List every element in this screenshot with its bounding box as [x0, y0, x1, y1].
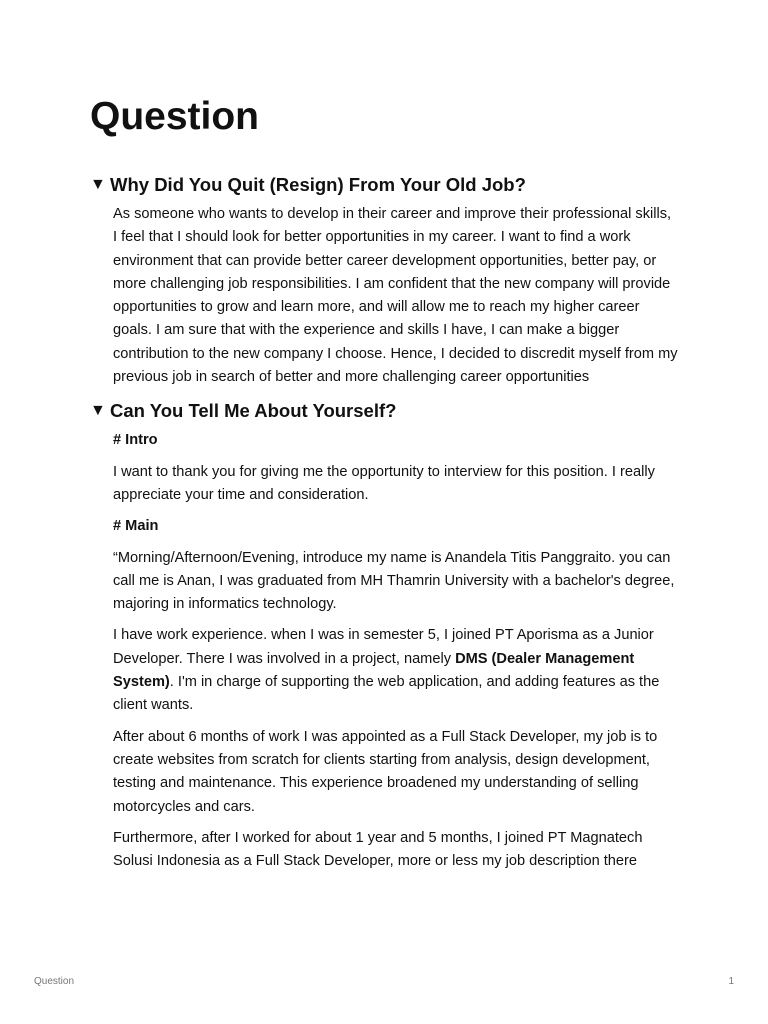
footer-document-title: Question — [34, 976, 75, 987]
footer-page-number: 1 — [728, 976, 734, 987]
subheading-label: Main — [125, 518, 159, 535]
paragraph-main-2 — [113, 624, 679, 717]
text-span: I have work experience. when I was in semester 5, I joined PT Aporisma as a Junior Developer. There I was involved in a project, namely — [113, 627, 654, 667]
text-span: . I'm in charge of supporting the web application, and adding features as the client wants. — [113, 674, 660, 714]
bold-text-dms: DMS (Dealer Management System) — [113, 650, 635, 691]
paragraph: As someone who wants to develop in their career and improve their professional skills, I feel that I should look for better opportunities in my career. I want to find a work environment that can provide better career development opportunities, better pay, or more challenging job responsibilities. I am confident that the new company will provide opportunities to grow and learn more, and will allow me to reach my higher career goals. I am sure that with the experience and skills I have, I can make a bigger contribution to the new company I choose. Hence, I decided to discredit myself from my previous job in search of better and more challenging career opportunities — [113, 206, 678, 386]
hash-prefix: # — [113, 432, 126, 449]
subheading-main — [113, 515, 679, 538]
toggle-content-quit-reason — [90, 203, 679, 389]
document-page — [90, 94, 690, 881]
toggle-block-about-yourself — [90, 399, 690, 873]
paragraph-main-1: “Morning/Afternoon/Evening, introduce my name is Anandela Titis Panggraito. you can call me is Anan, I was graduated from MH Thamrin University with a bachelor's degree, majoring in informatics technology. — [113, 549, 675, 613]
toggle-header-about-yourself[interactable] — [90, 399, 690, 423]
toggle-header-quit-reason[interactable] — [90, 173, 690, 197]
paragraph-main-4: Furthermore, after I worked for about 1 year and 5 months, I joined PT Magnatech Solusi Indonesia as a Full Stack Developer, more or less my job description there — [113, 829, 643, 870]
paragraph-intro: I want to thank you for giving me the opportunity to interview for this position. I really appreciate your time and consideration. — [113, 463, 655, 503]
paragraph-main-3: After about 6 months of work I was appointed as a Full Stack Developer, my job is to create websites from scratch for clients starting from analysis, design development, testing and maintenance. This experience broadened my understanding of selling motorcycles and cars. — [113, 728, 658, 815]
toggle-heading-text: Why Did You Quit (Resign) From Your Old Job? — [110, 174, 526, 195]
subheading-label: Intro — [125, 432, 158, 449]
triangle-down-icon[interactable]: ▼ — [90, 176, 106, 193]
hash-prefix: # — [113, 518, 126, 535]
triangle-down-icon[interactable]: ▼ — [90, 402, 106, 420]
subheading-intro — [113, 429, 679, 452]
toggle-content-about-yourself — [90, 429, 679, 873]
page-title: Question — [90, 95, 260, 138]
toggle-heading-text: Can You Tell Me About Yourself? — [110, 400, 397, 422]
toggle-block-quit-reason — [90, 173, 690, 389]
